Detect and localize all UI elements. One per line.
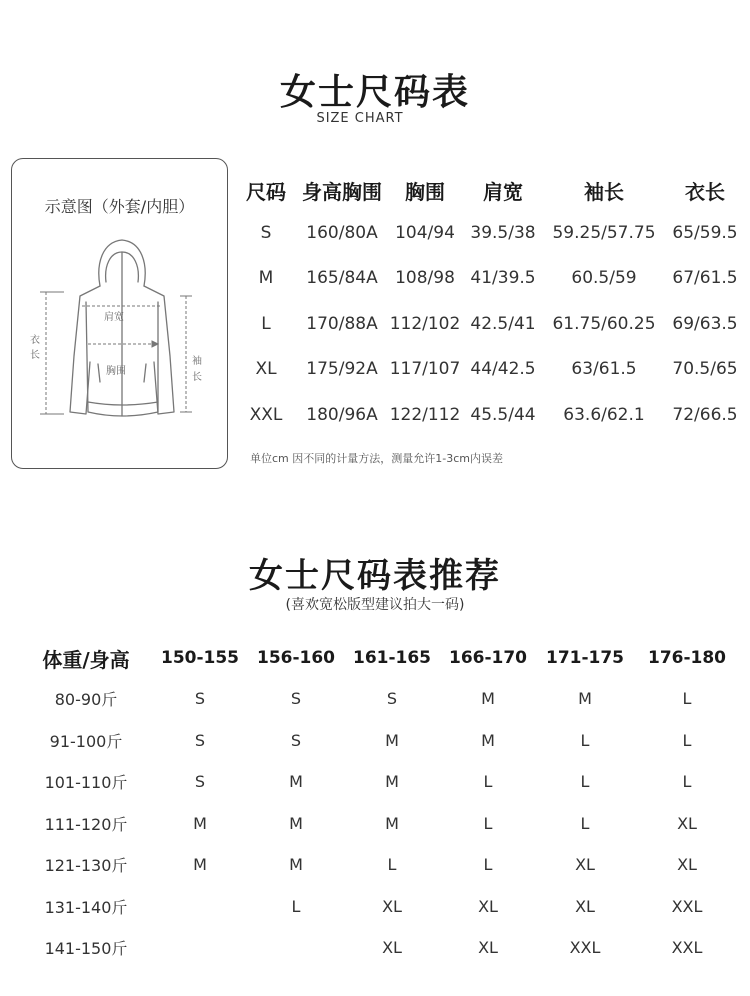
recommendation-cell-label: 91-100斤 <box>49 731 123 751</box>
recommendation-cell-label: 111-120斤 <box>44 814 128 834</box>
header-shoulder: 肩宽 <box>483 179 523 204</box>
size-cell-label: L <box>261 313 271 334</box>
recommendation-cell: M <box>481 689 495 709</box>
size-cell: 41/39.5 <box>470 268 536 289</box>
header-height-range: 161-165 <box>352 648 432 668</box>
size-cell: 170/88A <box>306 313 378 334</box>
recommendation-cell: XL <box>382 938 402 958</box>
header-length: 衣长 <box>685 179 725 204</box>
header-height-chest: 身高胸围 <box>302 179 382 204</box>
size-cell: 69/63.5 <box>672 313 738 334</box>
size-cell-label: M <box>258 268 274 289</box>
size-cell: 63/61.5 <box>571 359 637 380</box>
recommendation-cell-label: 141-150斤 <box>44 939 128 959</box>
size-cell-label: S <box>260 222 272 243</box>
recommendation-cell: M <box>289 772 303 792</box>
recommendation-cell: S <box>194 689 206 709</box>
recommendation-row <box>20 720 740 762</box>
header-height-range: 171-175 <box>545 648 625 668</box>
recommendation-cell: XXL <box>569 938 601 958</box>
size-chart-subtitle: SIZE CHART <box>316 111 404 126</box>
size-cell: 160/80A <box>306 222 378 243</box>
size-cell: 117/107 <box>389 359 461 380</box>
size-cell: 72/66.5 <box>672 404 738 425</box>
recommendation-cell: L <box>682 772 692 792</box>
size-cell-label: XXL <box>249 404 283 425</box>
size-cell: 175/92A <box>306 359 378 380</box>
length-label-2: 长 <box>30 350 40 361</box>
chest-label: 胸围 <box>106 366 126 377</box>
size-cell: 39.5/38 <box>470 222 536 243</box>
header-height-range: 156-160 <box>256 648 336 668</box>
header-height-range: 166-170 <box>448 648 528 668</box>
recommendation-cell: XL <box>382 896 402 916</box>
recommendation-row <box>20 678 740 720</box>
size-cell: 67/61.5 <box>672 268 738 289</box>
recommendation-cell-label: 131-140斤 <box>44 897 128 917</box>
header-size: 尺码 <box>246 179 286 204</box>
recommendation-cell: M <box>385 772 399 792</box>
recommendation-cell: M <box>385 813 399 833</box>
header-chest: 胸围 <box>405 179 445 204</box>
header-sleeve: 袖长 <box>584 179 624 204</box>
recommendation-cell: M <box>481 730 495 750</box>
recommendation-cell <box>248 927 344 969</box>
header-height-range: 176-180 <box>647 648 727 668</box>
recommendation-cell: XL <box>478 896 498 916</box>
recommendation-row <box>20 886 740 928</box>
size-cell: 104/94 <box>395 222 455 243</box>
size-cell: 45.5/44 <box>470 404 536 425</box>
length-label-1: 衣 <box>30 335 40 346</box>
recommendation-cell: L <box>387 855 397 875</box>
size-table <box>236 170 746 438</box>
recommendation-cell: XXL <box>671 938 703 958</box>
recommendation-cell: M <box>289 813 303 833</box>
recommendation-cell <box>152 927 248 969</box>
size-chart-title: 女士尺码表 <box>279 72 470 113</box>
size-table-row <box>236 392 746 438</box>
recommendation-row <box>20 927 740 969</box>
recommendation-row <box>20 803 740 845</box>
size-cell: 70.5/65 <box>672 359 738 380</box>
size-cell: 122/112 <box>389 404 461 425</box>
recommendation-cell: S <box>386 689 398 709</box>
size-cell: 42.5/41 <box>470 313 536 334</box>
recommendation-cell: M <box>385 730 399 750</box>
recommendation-cell-label: 80-90斤 <box>54 690 118 710</box>
size-table-row <box>236 210 746 256</box>
recommendation-cell-label: 121-130斤 <box>44 856 128 876</box>
recommendation-cell: XL <box>478 938 498 958</box>
size-cell: 65/59.5 <box>672 222 738 243</box>
recommendation-header-row <box>20 638 740 678</box>
recommendation-cell: L <box>682 730 692 750</box>
size-table-row <box>236 347 746 393</box>
recommendation-cell: S <box>290 730 302 750</box>
recommendation-cell-label: 101-110斤 <box>44 773 128 793</box>
size-cell: 180/96A <box>306 404 378 425</box>
size-cell: 60.5/59 <box>571 268 637 289</box>
recommendation-row <box>20 844 740 886</box>
size-cell: 44/42.5 <box>470 359 536 380</box>
jacket-diagram-illustration <box>24 236 220 436</box>
shoulder-label: 肩宽 <box>104 312 124 323</box>
recommendation-cell: XL <box>677 855 697 875</box>
size-cell: 63.6/62.1 <box>563 404 645 425</box>
size-cell: 165/84A <box>306 268 378 289</box>
sleeve-label-1: 袖 <box>192 356 202 367</box>
recommendation-cell: L <box>580 813 590 833</box>
recommendation-cell: S <box>194 772 206 792</box>
recommendation-cell: XL <box>575 896 595 916</box>
size-table-row <box>236 256 746 302</box>
size-cell-label: XL <box>255 359 277 380</box>
recommendation-cell <box>152 886 248 928</box>
recommendation-row <box>20 761 740 803</box>
recommendation-cell: M <box>578 689 592 709</box>
size-table-row <box>236 301 746 347</box>
recommendation-cell: XL <box>677 813 697 833</box>
header-height-range: 150-155 <box>160 648 240 668</box>
size-cell: 108/98 <box>395 268 455 289</box>
sleeve-label-2: 长 <box>192 372 202 383</box>
size-table-header-row <box>236 170 746 210</box>
recommendation-cell: L <box>580 730 590 750</box>
size-cell: 61.75/60.25 <box>552 313 656 334</box>
recommendation-cell: M <box>193 855 207 875</box>
header-weight-height: 体重/身高 <box>42 647 130 672</box>
recommendation-cell: M <box>289 855 303 875</box>
recommendation-cell: L <box>580 772 590 792</box>
recommendation-cell: M <box>193 813 207 833</box>
measurement-note: 单位cm 因不同的计量方法，测量允许1-3cm内误差 <box>250 452 503 465</box>
recommendation-cell: L <box>483 855 493 875</box>
recommendation-cell: XL <box>575 855 595 875</box>
recommendation-cell: L <box>291 896 301 916</box>
size-cell: 59.25/57.75 <box>552 222 656 243</box>
recommendation-cell: S <box>194 730 206 750</box>
recommendation-cell: S <box>290 689 302 709</box>
recommendation-table <box>20 638 740 969</box>
size-cell: 112/102 <box>389 313 461 334</box>
diagram-label: 示意图（外套/内胆） <box>44 197 195 216</box>
recommendation-cell: L <box>682 689 692 709</box>
recommendation-subtitle: (喜欢宽松版型建议拍大一码) <box>285 597 465 613</box>
recommendation-cell: L <box>483 813 493 833</box>
recommendation-cell: XXL <box>671 896 703 916</box>
recommendation-title: 女士尺码表推荐 <box>249 556 501 596</box>
recommendation-cell: L <box>483 772 493 792</box>
